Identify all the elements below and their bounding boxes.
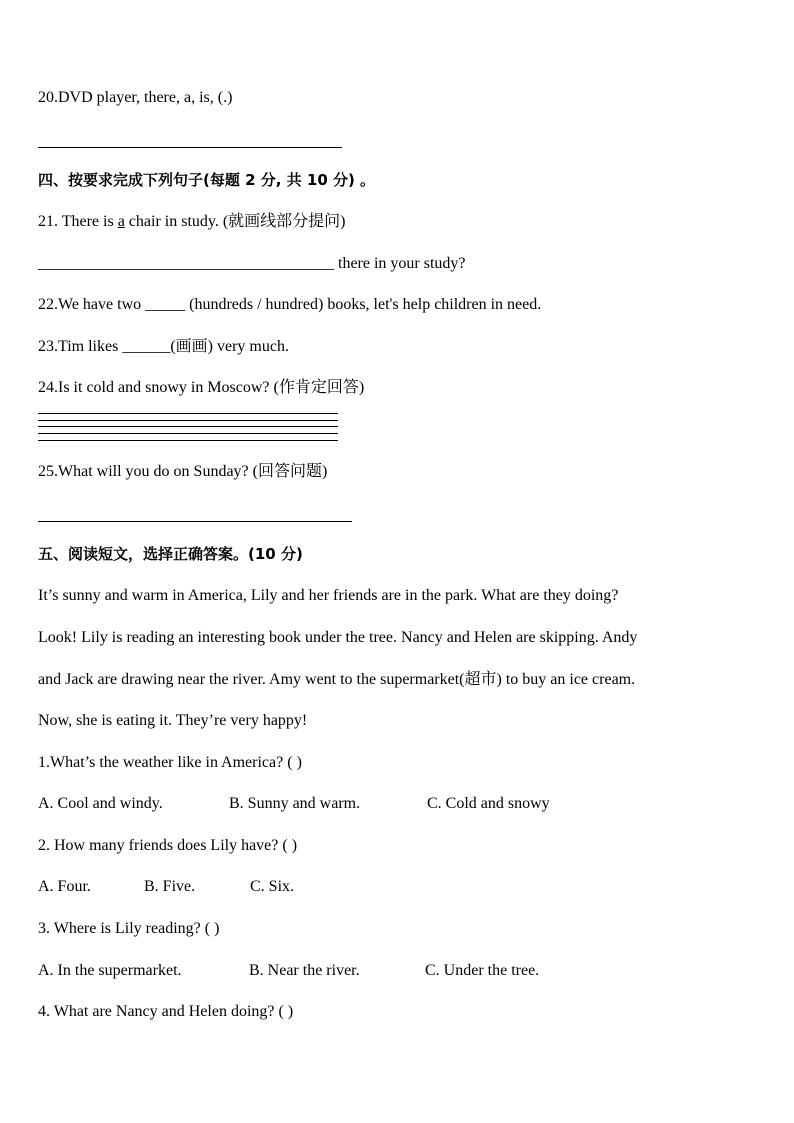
option-3b: B. Near the river. — [249, 962, 360, 979]
question-20: 20.DVD player, there, a, is, (.) — [38, 89, 233, 106]
reading-q1-options — [38, 794, 550, 814]
option-2c: C. Six. — [250, 878, 295, 895]
question-21 — [38, 212, 346, 232]
question-25: 25.What will you do on Sunday? (回答问题) — [38, 463, 328, 480]
reading-q2-options — [38, 877, 294, 897]
reading-question-2: 2. How many friends does Lily have? ( ) — [38, 837, 298, 854]
answer-line-25 — [38, 521, 352, 522]
answer-line-24b — [38, 420, 338, 421]
question-24: 24.Is it cold and snowy in Moscow? (作肯定回答) — [38, 379, 365, 396]
answer-line-24d — [38, 433, 338, 434]
question-22: 22.We have two _____ (hundreds / hundred) books, let's help children in need. — [38, 296, 542, 313]
option-1b: B. Sunny and warm. — [229, 795, 361, 812]
question-21-number: 21 — [38, 213, 54, 230]
option-1c: C. Cold and snowy — [427, 795, 550, 812]
answer-line-24e — [38, 440, 338, 441]
question-21-underlined-word: a — [117, 213, 125, 230]
answer-line-24c — [38, 426, 338, 427]
passage-line-4: Now, she is eating it. They’re very happy! — [38, 712, 308, 729]
reading-question-3: 3. Where is Lily reading? ( ) — [38, 920, 220, 937]
option-3a: A. In the supermarket. — [38, 962, 182, 979]
section-4-heading: 四、按要求完成下列句子(每题 2 分, 共 10 分) 。 — [38, 171, 376, 189]
passage-line-3: and Jack are drawing near the river. Amy went to the supermarket(超市) to buy an ice cream. — [38, 671, 636, 688]
reading-question-1: 1.What’s the weather like in America? ( ) — [38, 754, 302, 771]
option-2a: A. Four. — [38, 878, 91, 895]
option-2b: B. Five. — [144, 878, 196, 895]
option-3c: C. Under the tree. — [425, 962, 540, 979]
answer-blank-21: _____________________________________ — [38, 255, 334, 272]
answer-line-20 — [38, 147, 342, 148]
reading-question-4: 4. What are Nancy and Helen doing? ( ) — [38, 1003, 294, 1020]
answer-line-24a — [38, 413, 338, 414]
option-1a: A. Cool and windy. — [38, 795, 163, 812]
section-5-heading: 五、阅读短文，选择正确答案。(10 分) — [38, 545, 303, 563]
passage-line-2: Look! Lily is reading an interesting book under the tree. Nancy and Helen are skipping. Andy — [38, 629, 638, 646]
reading-q3-options — [38, 961, 539, 981]
question-23: 23.Tim likes ______(画画) very much. — [38, 338, 289, 355]
question-21-post: chair in study. (就画线部分提问) — [124, 213, 346, 230]
passage-line-1: It’s sunny and warm in America, Lily and her friends are in the park. What are they doing? — [38, 587, 619, 604]
question-21-answer — [38, 254, 466, 274]
question-21-tail: there in your study? — [334, 255, 466, 272]
question-21-pre: . There is — [54, 213, 118, 230]
